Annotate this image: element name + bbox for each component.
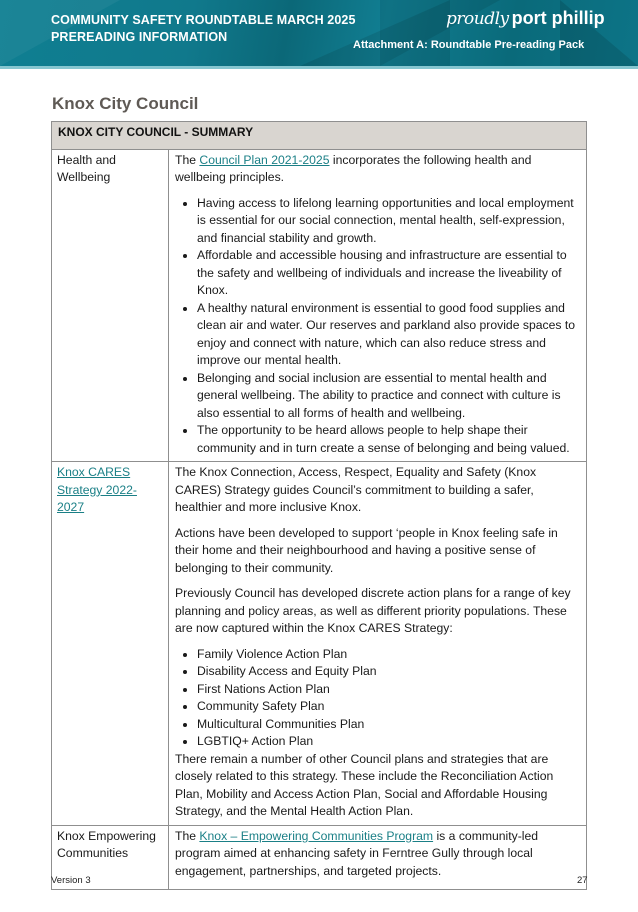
table-header-row bbox=[52, 122, 587, 150]
header-banner bbox=[0, 0, 638, 66]
principles-list bbox=[175, 195, 580, 458]
list-item: • A healthy natural environment is essential to good food supplies and clean air and water. Our reserves and parkland also provide spaces to enjoy and connect with nature, which can also reduce stress and improve our mental health. bbox=[197, 300, 580, 370]
page-heading: Knox City Council bbox=[52, 94, 199, 113]
intro-paragraph bbox=[175, 152, 580, 187]
text: incorporates the following health and wellbeing principles. bbox=[175, 152, 532, 184]
document-title bbox=[51, 12, 356, 46]
paragraph bbox=[175, 828, 580, 881]
row-label: Knox Empowering Communities bbox=[52, 825, 169, 890]
text: is a community-led program aimed at enhancing safety in Ferntree Gully through local engagement, partnerships, and targeted projects. bbox=[175, 828, 539, 878]
brand-logo bbox=[446, 8, 605, 29]
text: The bbox=[175, 828, 200, 843]
list-item: • Having access to lifelong learning opportunities and local employment is essential for our social connection, mental health, self-expression, and financial stability and growth. bbox=[197, 195, 580, 248]
paragraph: There remain a number of other Council plans and strategies that are closely related to this strategy. These include the Reconciliation Action Plan, Mobility and Access Action Plan, Social and Affordable Housing Strategy, and the Mental Health Action Plan. bbox=[175, 751, 554, 818]
table-header: KNOX CITY COUNCIL - SUMMARY bbox=[52, 122, 587, 150]
row-content bbox=[169, 462, 587, 826]
text: The bbox=[175, 152, 200, 167]
brand-name: port phillip bbox=[511, 8, 605, 28]
paragraph: Actions have been developed to support ‘people in Knox feeling safe in their home and their neighbourhood and having a positive sense of belonging to their community. bbox=[175, 525, 558, 575]
table-row bbox=[52, 149, 587, 462]
list-item: • Multicultural Communities Plan bbox=[197, 716, 580, 734]
list-item: • Disability Access and Equity Plan bbox=[197, 663, 580, 681]
council-plan-link[interactable]: Council Plan 2021-2025 bbox=[199, 152, 330, 167]
list-item: • LGBTIQ+ Action Plan bbox=[197, 733, 580, 751]
knox-cares-strategy-link[interactable]: Knox CARES Strategy 2022-2027 bbox=[57, 465, 137, 514]
row-label: Health and Wellbeing bbox=[52, 149, 169, 462]
paragraph: Previously Council has developed discrete action plans for a range of key planning and policy areas, as well as different priority populations. These are now captured within the Knox CARES Strategy: bbox=[175, 586, 571, 635]
row-content bbox=[169, 149, 587, 462]
list-item: • Family Violence Action Plan bbox=[197, 646, 580, 664]
row-content bbox=[169, 825, 587, 890]
empowering-communities-link[interactable]: Knox – Empowering Communities Program bbox=[199, 828, 434, 843]
list-item: • The opportunity to be heard allows people to help shape their community and in turn create a sense of belonging and being valued. bbox=[197, 422, 580, 457]
page-number: 27 bbox=[577, 875, 588, 886]
list-item: • First Nations Action Plan bbox=[197, 681, 580, 699]
version-label: Version 3 bbox=[51, 875, 91, 886]
summary-table bbox=[51, 121, 587, 890]
row-label bbox=[52, 462, 169, 826]
banner-accent-strip bbox=[0, 66, 638, 69]
action-plans-list bbox=[175, 646, 580, 751]
table-row bbox=[52, 462, 587, 826]
table-row bbox=[52, 825, 587, 890]
title-line-2: PREREADING INFORMATION bbox=[51, 30, 228, 44]
list-item: • Belonging and social inclusion are essential to mental health and general wellbeing. The ability to practice and connect with culture is also essential to all forms of health and wellbeing. bbox=[197, 370, 580, 423]
title-line-1: COMMUNITY SAFETY ROUNDTABLE MARCH 2025 bbox=[51, 13, 356, 27]
list-item: • Community Safety Plan bbox=[197, 698, 580, 716]
brand-script: proudly bbox=[446, 9, 509, 29]
attachment-label: Attachment A: Roundtable Pre-reading Pack bbox=[353, 39, 585, 51]
list-item: • Affordable and accessible housing and infrastructure are essential to the safety and wellbeing of individuals and increase the liveability of Knox. bbox=[197, 247, 580, 300]
paragraph: The Knox Connection, Access, Respect, Equality and Safety (Knox CARES) Strategy guides Council’s commitment to building a safer, healthier and more inclusive Knox. bbox=[175, 465, 537, 514]
